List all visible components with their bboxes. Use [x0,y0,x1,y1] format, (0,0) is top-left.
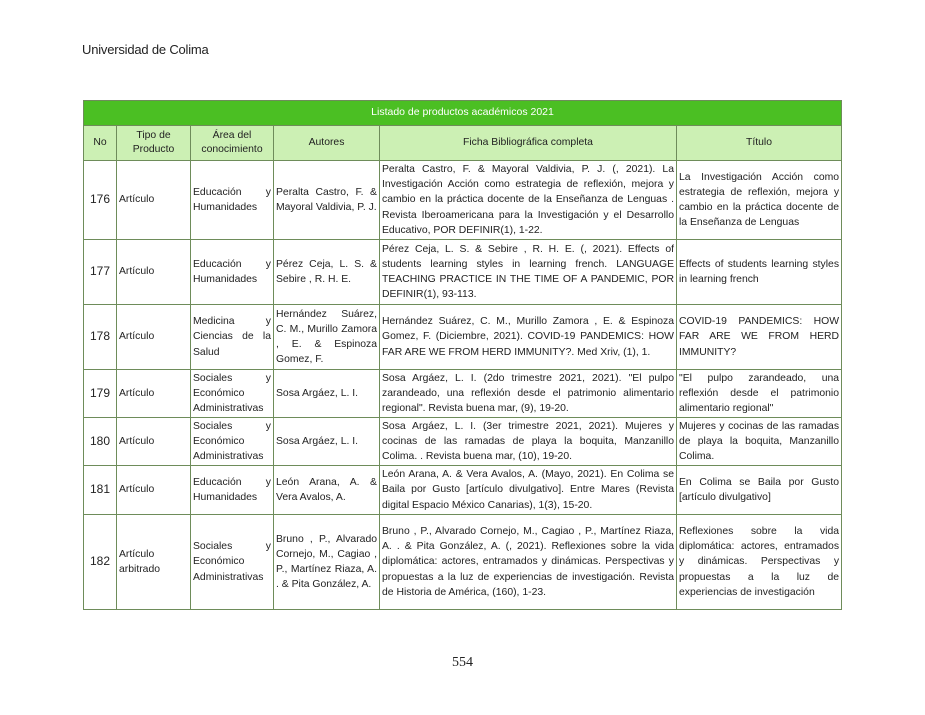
cell-ficha: Sosa Argáez, L. I. (2do trimestre 2021, 2021). "El pulpo zarandeado, una reflexión desde el patrimonio alimentario regional". Revista buena mar, (9), 19-20. [380,370,677,418]
column-header-autores: Autores [274,126,380,161]
cell-ficha: Bruno , P., Alvarado Cornejo, M., Cagiao , P., Martínez Riaza, A. . & Pita González, A. (, 2021). Reflexiones sobre la vida diplomática: actores, entramados y dinámicas. Perspectivas y propuestas a la luz de experiencias de investigación. Revista de Historia de América, (160), 1-23. [380,515,677,610]
cell-no: 177 [84,240,117,305]
cell-autores: Pérez Ceja, L. S. & Sebire , R. H. E. [274,240,380,305]
institution-header: Universidad de Colima [82,42,209,57]
cell-autores: Sosa Argáez, L. I. [274,370,380,418]
cell-tipo: Artículo [117,466,191,515]
table-row [84,370,842,418]
cell-titulo: COVID-19 PANDEMICS: HOW FAR ARE WE FROM HERD IMMUNITY? [677,305,842,370]
cell-autores: Hernández Suárez, C. M., Murillo Zamora , E. & Espinoza Gomez, F. [274,305,380,370]
cell-ficha: León Arana, A. & Vera Avalos, A. (Mayo, 2021). En Colima se Baila por Gusto [artículo divulgativo]. Entre Mares (Revista digital Espacio México Canarias), 1(3), 15-20. [380,466,677,515]
table-caption: Listado de productos académicos 2021 [84,101,842,126]
cell-titulo: En Colima se Baila por Gusto [artículo divulgativo] [677,466,842,515]
cell-tipo: Artículo arbitrado [117,515,191,610]
cell-titulo: Mujeres y cocinas de las ramadas de playa la boquita, Manzanillo Colima. [677,418,842,466]
cell-autores: León Arana, A. & Vera Avalos, A. [274,466,380,515]
cell-no: 178 [84,305,117,370]
cell-titulo: Effects of students learning styles in learning french [677,240,842,305]
cell-tipo: Artículo [117,418,191,466]
cell-no: 176 [84,161,117,240]
cell-no: 181 [84,466,117,515]
cell-autores: Bruno , P., Alvarado Cornejo, M., Cagiao , P., Martínez Riaza, A. . & Pita González, A. [274,515,380,610]
cell-titulo: La Investigación Acción como estrategia de reflexión, mejora y cambio en la práctica docente de la Enseñanza de Lenguas [677,161,842,240]
cell-ficha: Hernández Suárez, C. M., Murillo Zamora , E. & Espinoza Gomez, F. (Diciembre, 2021). COVID-19 PANDEMICS: HOW FAR ARE WE FROM HERD IMMUNITY?. Med Xriv, (1), 1. [380,305,677,370]
column-header-area: Área del conocimiento [191,126,274,161]
academic-products-table [83,100,842,610]
cell-tipo: Artículo [117,370,191,418]
cell-no: 179 [84,370,117,418]
column-header-ficha: Ficha Bibliográfica completa [380,126,677,161]
column-header-titulo: Título [677,126,842,161]
column-header-no: No [84,126,117,161]
cell-area: Medicina y Ciencias de la Salud [191,305,274,370]
cell-autores: Peralta Castro, F. & Mayoral Valdivia, P. J. [274,161,380,240]
cell-tipo: Artículo [117,161,191,240]
table-row [84,515,842,610]
cell-tipo: Artículo [117,240,191,305]
table-row [84,418,842,466]
cell-no: 182 [84,515,117,610]
cell-titulo: "El pulpo zarandeado, una reflexión desde el patrimonio alimentario regional" [677,370,842,418]
table-row [84,161,842,240]
cell-area: Educación y Humanidades [191,466,274,515]
column-header-tipo: Tipo de Producto [117,126,191,161]
table-row [84,240,842,305]
cell-area: Educación y Humanidades [191,161,274,240]
cell-area: Sociales y Económico Administrativas [191,370,274,418]
page-number: 554 [452,655,473,670]
cell-area: Sociales y Económico Administrativas [191,418,274,466]
cell-autores: Sosa Argáez, L. I. [274,418,380,466]
cell-tipo: Artículo [117,305,191,370]
cell-area: Educación y Humanidades [191,240,274,305]
cell-area: Sociales y Económico Administrativas [191,515,274,610]
cell-ficha: Sosa Argáez, L. I. (3er trimestre 2021, 2021). Mujeres y cocinas de las ramadas de playa la boquita, Manzanillo Colima. . Revista buena mar, (10), 19-20. [380,418,677,466]
cell-no: 180 [84,418,117,466]
cell-ficha: Peralta Castro, F. & Mayoral Valdivia, P. J. (, 2021). La Investigación Acción como estrategia de reflexión, mejora y cambio en la práctica docente de la Enseñanza de Lenguas . Revista Iberoamericana para la Investigación y el Desarrollo Educativo, POR DEFINIR(1), 1-22. [380,161,677,240]
table-row [84,305,842,370]
table-row [84,466,842,515]
cell-titulo: Reflexiones sobre la vida diplomática: actores, entramados y dinámicas. Perspectivas y propuestas a la luz de experiencias de investigación [677,515,842,610]
cell-ficha: Pérez Ceja, L. S. & Sebire , R. H. E. (, 2021). Effects of students learning styles in learning french. LANGUAGE TEACHING PRACTICE IN THE TIME OF A PANDEMIC, POR DEFINIR(1), 93-113. [380,240,677,305]
